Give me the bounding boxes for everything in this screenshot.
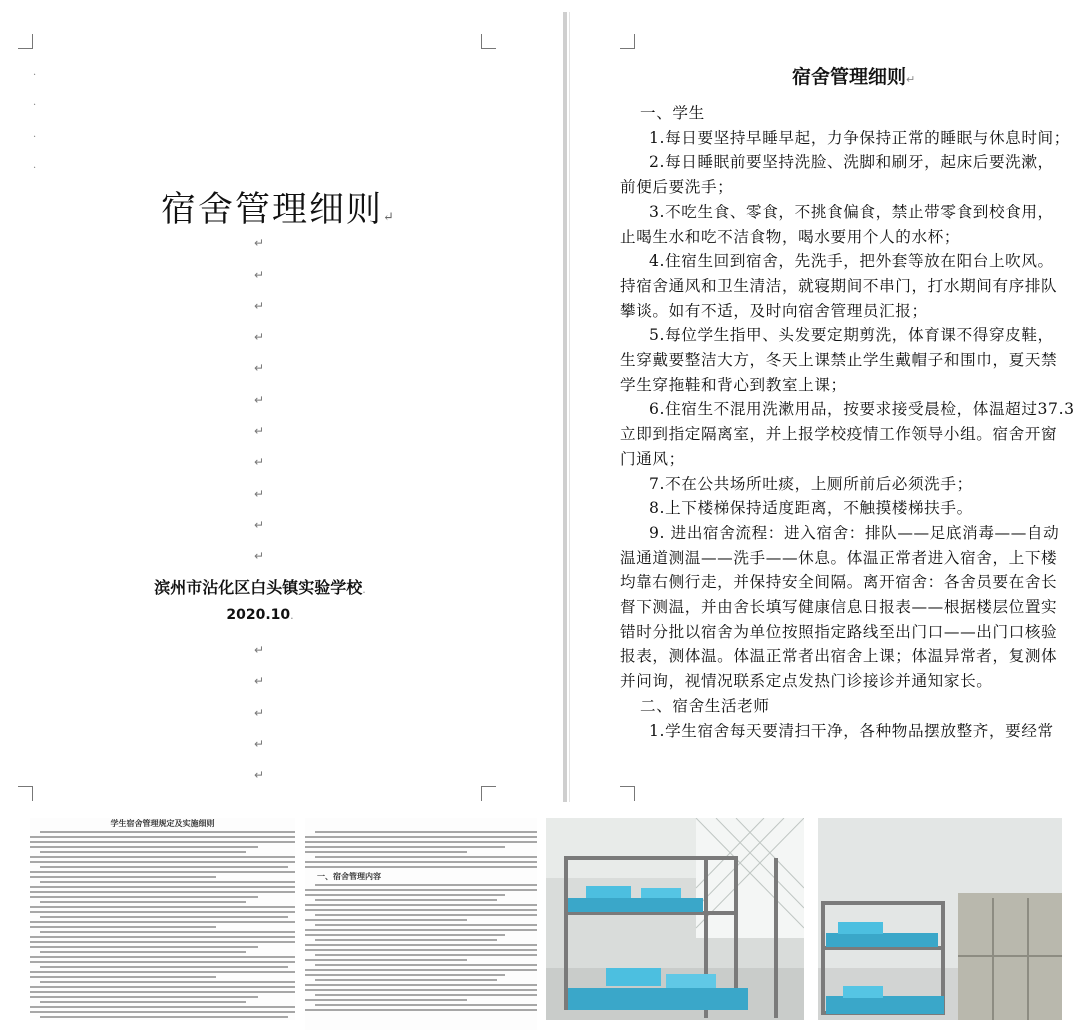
thumbnail-text-line [30,921,295,923]
content-line: 立即到指定隔离室，并上报学校疫情工作领导小组。宿舍开窗 [620,425,1058,444]
thumbnail-text-line [30,906,295,908]
thumbnail-text-line [315,831,537,833]
thumbnail-text-line [40,951,246,953]
thumbnail-text-line [30,926,216,928]
thumbnail-text-line [30,886,295,888]
school-name: 滨州市沾化区白头镇实验学校. [154,578,366,597]
thumbnail-subheading: 一、宿舍管理内容 [317,871,381,881]
thumbnail-text-line [40,1016,288,1018]
thumbnail-text-line [40,881,295,883]
thumbnail-text-line [305,909,537,911]
paragraph-mark: ↵ [254,674,265,688]
page-corner-mark [18,786,33,801]
content-line: 6.住宿生不混用洗漱用品，按要求接受晨检，体温超过37.3 [649,400,1075,419]
thumbnail-text-line [30,856,295,858]
thumbnail-text-line [305,841,537,843]
thumbnail-text-line [305,861,537,863]
page-corner-mark [620,34,635,49]
thumbnail-text-line [315,964,537,966]
thumbnail-text-line [40,966,288,968]
thumbnail-text-line [30,861,295,863]
thumbnail-text-line [315,924,537,926]
content-line: 温通道测温——洗手——休息。体温正常者进入宿舍，上下楼 [620,548,1058,567]
page-divider [563,12,567,802]
content-title: 宿舍管理细则↵ [792,66,916,88]
margin-dot: · [33,163,37,174]
thumbnail-text-line [305,984,537,986]
content-line: 错时分批以宿舍为单位按照指定路线至出门口——出门口核验 [620,622,1058,641]
content-line: 5.每位学生指甲、头发要定期剪洗，体育课不得穿皮鞋， [649,326,1054,345]
content-page [620,62,1080,792]
thumbnail-text-line [305,846,505,848]
thumbnail-text-line [315,994,537,996]
paragraph-mark: ↵ [254,737,265,751]
content-line: 门通风； [620,449,685,468]
paragraph-mark: ↵ [254,455,265,469]
margin-dot: · [33,132,37,143]
thumbnail-text-line [305,889,537,891]
thumbnail-text-line [40,1001,246,1003]
thumbnail-text-line [315,1004,537,1006]
thumbnail-text-line [30,946,258,948]
paragraph-mark: ↵ [254,487,265,501]
document-date: 2020.10. [226,607,294,623]
thumbnail-text-line [40,916,288,918]
thumbnail-text-line [30,986,295,988]
thumbnail-text-line [30,911,295,913]
thumbnail-text-line [30,961,295,963]
content-line: 攀谈。如有不适，及时向宿舍管理员汇报； [620,301,928,320]
thumbnail-text-line [305,989,537,991]
thumbnail-heading: 学生宿舍管理规定及实施细则 [110,818,215,828]
content-line: 均靠右侧行走，并保持安全间隔。离开宿舍：各舍员要在舍长 [620,573,1058,592]
thumbnail-text-line [30,971,295,973]
thumbnail-text-line [30,891,295,893]
content-line: 4.住宿生回到宿舍，先洗手，把外套等放在阳台上吹风。 [649,252,1054,271]
page-corner-mark [18,34,33,49]
dorm-photo-2-image [818,818,1062,1020]
content-line: 学生穿拖鞋和背心到教室上课； [620,375,847,394]
content-line: 生穿戴要整洁大方，冬天上课禁止学生戴帽子和围巾，夏天禁 [620,351,1058,370]
cover-title: 宿舍管理细则↵ [161,190,394,230]
thumbnail-text-line [30,836,295,838]
thumbnail-text-line [30,956,295,958]
thumbnail-text-line [30,991,295,993]
thumbnail-text-line [30,1011,295,1013]
paragraph-mark: ↵ [254,330,265,344]
thumbnail-text-line [30,941,295,943]
dorm-photo-1-image [546,818,804,1020]
thumbnail-text-line [305,919,467,921]
paragraph-mark: ↵ [254,643,265,657]
thumbnail-text-line [30,871,295,873]
paragraph-mark: ↵ [254,236,265,250]
content-line: 一、学生 [640,104,705,122]
document-thumbnail-1 [30,818,295,1020]
thumbnail-text-line [30,996,258,998]
paragraph-mark: ↵ [254,424,265,438]
margin-dot: · [33,100,37,111]
content-line: 督下测温，并由舍长填写健康信息日报表——根据楼层位置实 [620,598,1058,617]
thumbnail-text-line [305,894,505,896]
thumbnail-text-line [30,976,216,978]
thumbnail-text-line [40,831,295,833]
page-corner-mark [481,34,496,49]
thumbnail-text-line [40,901,246,903]
thumbnail-text-line [315,979,497,981]
page-gutter [569,12,570,802]
content-line: 9. 进出宿舍流程：进入宿舍：排队——足底消毒——自动 [649,523,1060,542]
content-line: 二、宿舍生活老师 [640,696,770,715]
paragraph-mark: ↵ [254,299,265,313]
thumbnail-text-line [305,851,467,853]
document-thumbnail-2 [305,818,537,1030]
thumbnail-text-line [315,899,497,901]
margin-dot: · [33,70,37,81]
thumbnail-text-line [305,836,537,838]
paragraph-mark: ↵ [254,361,265,375]
content-line: 1.学生宿舍每天要清扫干净，各种物品摆放整齐，要经常 [649,721,1054,740]
thumbnail-text-line [305,974,505,976]
content-line: 1.每日要坚持早睡早起，力争保持正常的睡眠与休息时间； [649,128,1070,147]
content-line: 2.每日睡眠前要坚持洗脸、洗脚和刷牙，起床后要洗漱， [649,153,1054,172]
content-line: 7.不在公共场所吐痰，上厕所前后必须洗手； [649,474,973,493]
thumbnail-text-line [40,981,295,983]
content-line: 持宿舍通风和卫生清洁，就寝期间不串门，打水期间有序排队 [620,276,1058,295]
thumbnail-text-line [305,904,537,906]
paragraph-mark: ↵ [254,518,265,532]
thumbnail-text-line [305,866,537,868]
thumbnail-text-line [315,856,537,858]
thumbnail-text-line [40,866,288,868]
content-line: 止喝生水和吃不洁食物，喝水要用个人的水杯； [620,227,961,246]
thumbnail-text-line [305,1009,537,1011]
content-line: 8.上下楼梯保持适度距离，不触摸楼梯扶手。 [649,499,973,518]
thumbnail-text-line [30,846,258,848]
paragraph-mark: ↵ [254,706,265,720]
content-line: 报表，测体温。体温正常者出宿舍上课；体温异常者，复测体 [620,647,1058,666]
thumbnail-text-line [305,959,467,961]
page-corner-mark [481,786,496,801]
thumbnail-text-line [40,851,246,853]
thumbnail-text-line [305,969,537,971]
dorm-photo-bunk-beds [546,818,804,1020]
content-line: 3.不吃生食、零食，不挑食偏食，禁止带零食到校食用， [649,202,1054,221]
paragraph-mark: ↵ [254,768,265,782]
thumbnail-text-line [30,1006,295,1008]
content-line: 前便后要洗手； [620,178,734,197]
thumbnail-text-line [30,876,216,878]
thumbnail-text-line [305,929,537,931]
thumbnail-text-line [315,884,537,886]
thumbnail-text-line [315,914,537,916]
thumbnail-text-line [315,939,497,941]
thumbnail-text-line [30,841,295,843]
content-body [620,101,1080,743]
content-line: 并问询，视情况联系定点发热门诊接诊并通知家长。 [620,672,993,691]
thumbnail-text-line [305,949,537,951]
thumbnail-text-line [30,936,295,938]
paragraph-mark: ↵ [254,393,265,407]
paragraph-mark: ↵ [254,268,265,282]
thumbnail-text-line [305,934,505,936]
thumbnail-text-line [305,944,537,946]
thumbnail-text-line [305,999,467,1001]
paragraph-mark: ↵ [254,549,265,563]
thumbnail-text-line [30,896,258,898]
thumbnail-text-line [315,954,537,956]
thumbnail-text-line [40,931,295,933]
dorm-photo-lockers [818,818,1062,1020]
